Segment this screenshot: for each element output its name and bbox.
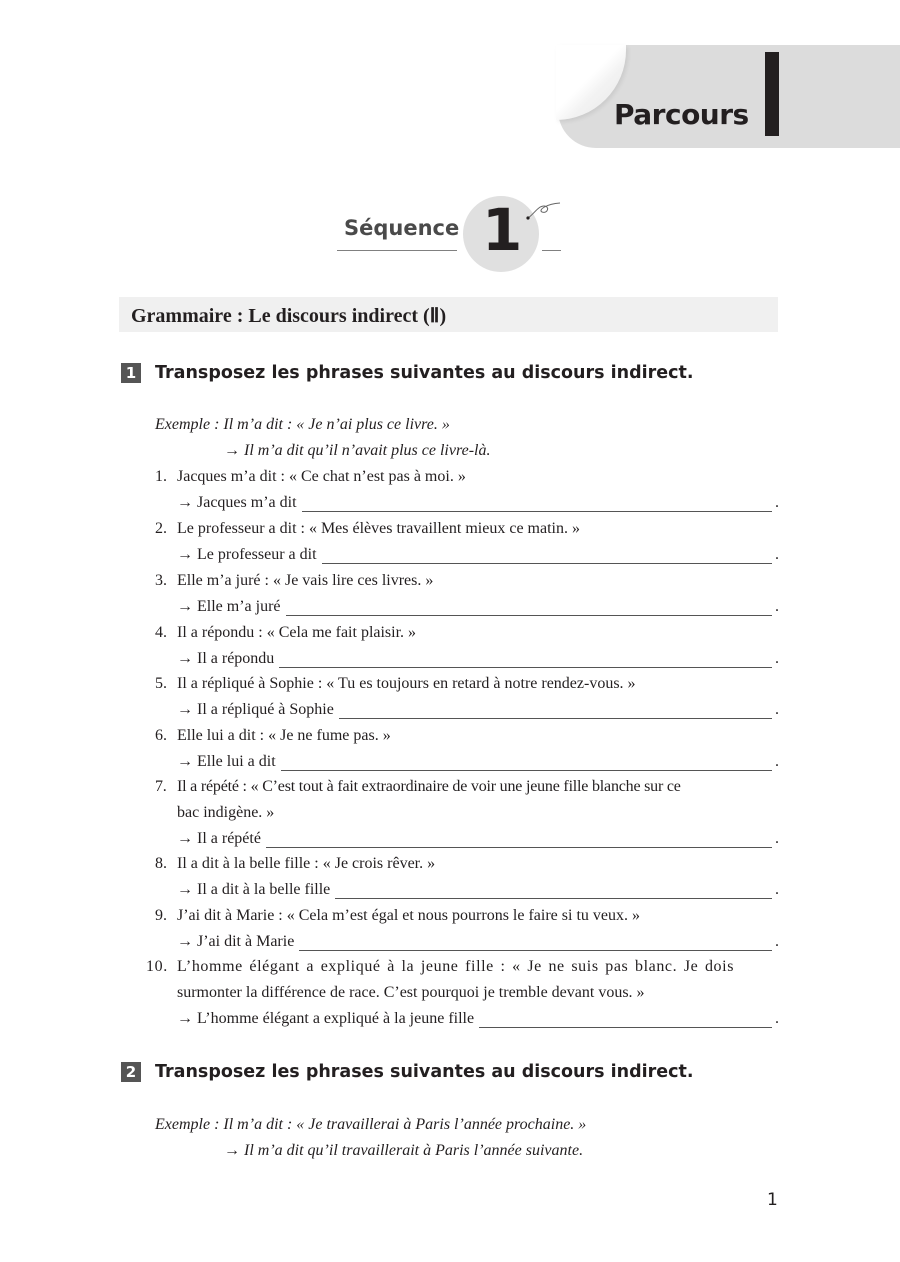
example-label: Exemple bbox=[155, 416, 211, 433]
answer-prompt: → Il a répété bbox=[177, 830, 261, 847]
end-period: . bbox=[775, 650, 779, 667]
answer-prompt: → L’homme élégant a expliqué à la jeune fille bbox=[177, 1010, 475, 1027]
exercise-number-badge: 1 bbox=[121, 363, 141, 383]
item-sentence: L’homme élégant a expliqué à la jeune fille : « Je ne suis pas blanc. Je dois bbox=[177, 958, 735, 975]
item-sentence: Il a répondu : « Cela me fait plaisir. » bbox=[177, 624, 417, 641]
example-answer: → Il m’a dit qu’il n’avait plus ce livre-là. bbox=[224, 442, 491, 459]
answer-prompt: → Il a dit à la belle fille bbox=[177, 881, 331, 898]
answer-blank[interactable] bbox=[266, 830, 772, 848]
exercise-instruction: Transposez les phrases suivantes au discours indirect. bbox=[155, 363, 694, 383]
example-sentence bbox=[155, 1116, 586, 1134]
answer-blank[interactable] bbox=[335, 881, 772, 899]
example-label: Exemple bbox=[155, 1116, 211, 1133]
example-answer: → Il m’a dit qu’il travaillerait à Paris l’année suivante. bbox=[224, 1142, 584, 1159]
answer-row bbox=[177, 1010, 779, 1028]
answer-blank[interactable] bbox=[281, 753, 772, 771]
list-item bbox=[155, 572, 433, 590]
item-sentence: Elle m’a juré : « Je vais lire ces livres. » bbox=[177, 572, 434, 589]
answer-blank[interactable] bbox=[279, 650, 772, 668]
end-period: . bbox=[775, 598, 779, 615]
item-sentence: Jacques m’a dit : « Ce chat n’est pas à moi. » bbox=[177, 468, 466, 485]
exercise-1-heading bbox=[121, 363, 694, 383]
item-number: 5. bbox=[155, 675, 167, 692]
end-period: . bbox=[775, 494, 779, 511]
list-item bbox=[155, 675, 636, 693]
item-sentence: Il a répété : « C’est tout à fait extraordinaire de voir une jeune fille blanche sur ce bbox=[177, 778, 681, 795]
swirl-icon bbox=[524, 200, 564, 224]
end-period: . bbox=[775, 881, 779, 898]
answer-blank[interactable] bbox=[299, 933, 772, 951]
item-sentence: Le professeur a dit : « Mes élèves travaillent mieux ce matin. » bbox=[177, 520, 580, 537]
item-number: 1. bbox=[155, 468, 167, 485]
end-period: . bbox=[775, 701, 779, 718]
end-period: . bbox=[775, 753, 779, 770]
end-period: . bbox=[775, 830, 779, 847]
example-sentence bbox=[155, 416, 450, 434]
part-title: Parcours bbox=[614, 98, 749, 131]
list-item bbox=[155, 907, 640, 925]
exercise-2-heading bbox=[121, 1062, 694, 1082]
sequence-divider-right bbox=[542, 250, 561, 251]
grammar-title: Grammaire : Le discours indirect (Ⅱ) bbox=[131, 305, 447, 327]
answer-prompt: → Il a répliqué à Sophie bbox=[177, 701, 334, 718]
list-item bbox=[155, 520, 580, 538]
item-number: 4. bbox=[155, 624, 167, 641]
answer-blank[interactable] bbox=[286, 598, 772, 616]
end-period: . bbox=[775, 933, 779, 950]
answer-row bbox=[177, 546, 779, 564]
item-number: 8. bbox=[155, 855, 167, 872]
answer-row bbox=[177, 830, 779, 848]
answer-prompt: → Le professeur a dit bbox=[177, 546, 317, 563]
item-sentence: Elle lui a dit : « Je ne fume pas. » bbox=[177, 727, 391, 744]
end-period: . bbox=[775, 1010, 779, 1027]
answer-prompt: → Il a répondu bbox=[177, 650, 275, 667]
example-text: : Il m’a dit : « Je n’ai plus ce livre. » bbox=[210, 416, 450, 433]
answer-blank[interactable] bbox=[339, 701, 772, 719]
item-number: 2. bbox=[155, 520, 167, 537]
answer-blank[interactable] bbox=[302, 494, 772, 512]
answer-blank[interactable] bbox=[479, 1010, 772, 1028]
answer-row bbox=[177, 933, 779, 951]
sequence-divider-left bbox=[337, 250, 457, 251]
item-number: 7. bbox=[155, 778, 167, 795]
item-number: 6. bbox=[155, 727, 167, 744]
answer-prompt: → Elle m’a juré bbox=[177, 598, 281, 615]
item-sentence-continued: bac indigène. » bbox=[177, 804, 275, 821]
end-period: . bbox=[775, 546, 779, 563]
item-sentence-continued: surmonter la différence de race. C’est pourquoi je tremble devant vous. » bbox=[177, 984, 645, 1001]
answer-row bbox=[177, 650, 779, 668]
exercise-number-badge: 2 bbox=[121, 1062, 141, 1082]
answer-prompt: → Jacques m’a dit bbox=[177, 494, 297, 511]
answer-prompt: → Elle lui a dit bbox=[177, 753, 276, 770]
answer-blank[interactable] bbox=[322, 546, 772, 564]
list-item bbox=[155, 727, 391, 745]
list-item bbox=[155, 778, 681, 796]
item-number: 9. bbox=[155, 907, 167, 924]
answer-row bbox=[177, 701, 779, 719]
list-item bbox=[155, 468, 466, 486]
list-item bbox=[155, 624, 416, 642]
part-numeral-bar bbox=[765, 52, 779, 136]
answer-row bbox=[177, 494, 779, 512]
item-sentence: Il a dit à la belle fille : « Je crois rêver. » bbox=[177, 855, 436, 872]
list-item bbox=[146, 958, 734, 976]
list-item bbox=[155, 855, 435, 873]
example-text: : Il m’a dit : « Je travaillerai à Paris l’année prochaine. » bbox=[210, 1116, 587, 1133]
sequence-label: Séquence bbox=[344, 216, 460, 240]
answer-row bbox=[177, 881, 779, 899]
item-number: 10. bbox=[146, 958, 168, 975]
answer-prompt: → J’ai dit à Marie bbox=[177, 933, 295, 950]
answer-row bbox=[177, 598, 779, 616]
sequence-number: 1 bbox=[482, 196, 523, 264]
page-number: 1 bbox=[767, 1190, 778, 1210]
exercise-instruction: Transposez les phrases suivantes au discours indirect. bbox=[155, 1062, 694, 1082]
answer-row bbox=[177, 753, 779, 771]
item-sentence: J’ai dit à Marie : « Cela m’est égal et nous pourrons le faire si tu veux. » bbox=[177, 907, 640, 924]
item-number: 3. bbox=[155, 572, 167, 589]
item-sentence: Il a répliqué à Sophie : « Tu es toujours en retard à notre rendez-vous. » bbox=[177, 675, 636, 692]
